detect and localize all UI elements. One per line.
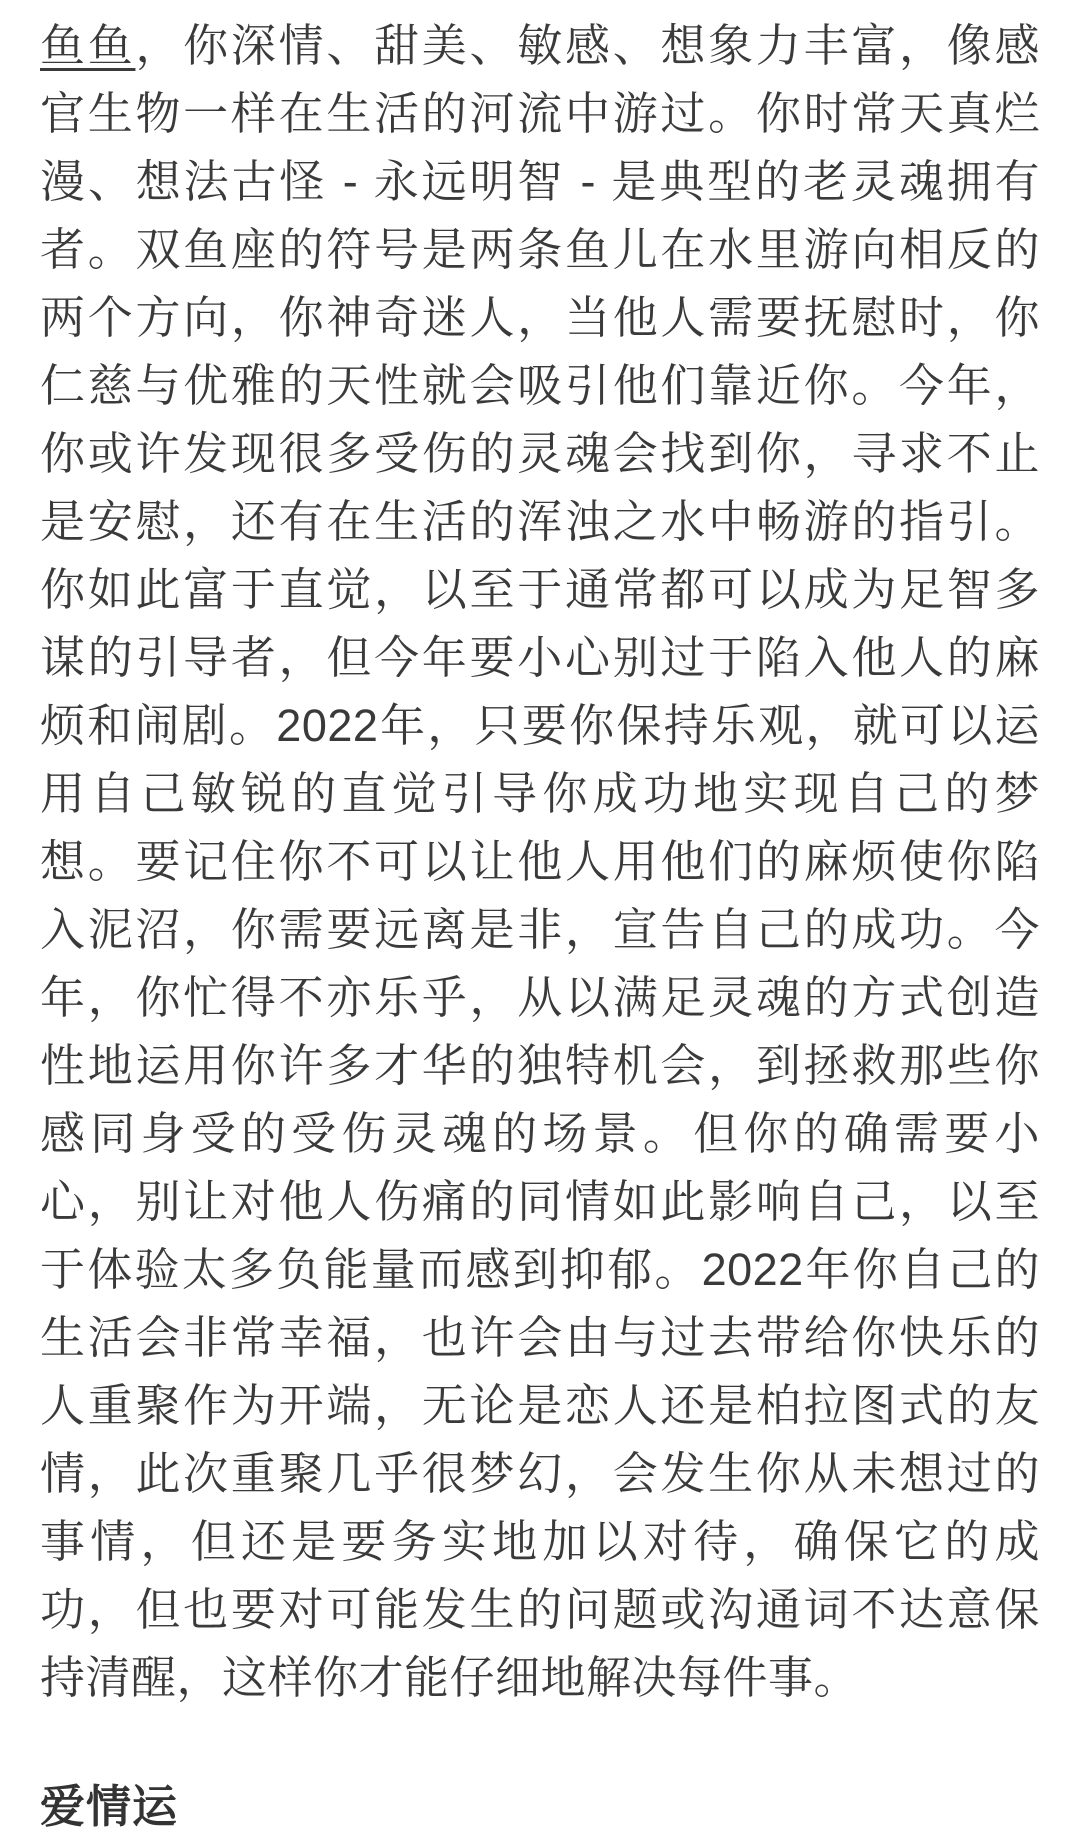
zodiac-nickname-underlined: 鱼鱼 — [40, 20, 136, 71]
overview-text: ，你深情、甜美、敏感、想象力丰富，像感官生物一样在生活的河流中游过。你时常天真烂漫、想法古怪 - 永远明智 - 是典型的老灵魂拥有者。双鱼座的符号是两条鱼儿在水里游向相反的两个方向，你神奇迷人，当他人需要抚慰时，你仁慈与优雅的天性就会吸引他们靠近你。今年，你或许发现很多受伤的灵魂会找到你，寻求不止是安慰，还有在生活的浑浊之水中畅游的指引。你如此富于直觉，以至于通常都可以成为足智多谋的引导者，但今年要小心别过于陷入他人的麻烦和闹剧。2022年，只要你保持乐观，就可以运用自己敏锐的直觉引导你成功地实现自己的梦想。要记住你不可以让他人用他们的麻烦使你陷入泥沼，你需要远离是非，宣告自己的成功。今年，你忙得不亦乐乎，从以满足灵魂的方式创造性地运用你许多才华的独特机会，到拯救那些你感同身受的受伤灵魂的场景。但你的确需要小心，别让对他人伤痛的同情如此影响自己，以至于体验太多负能量而感到抑郁。2022年你自己的生活会非常幸福，也许会由与过去带给你快乐的人重聚作为开端，无论是恋人还是柏拉图式的友情，此次重聚几乎很梦幻，会发生你从未想过的事情，但还是要务实地加以对待，确保它的成功，但也要对可能发生的问题或沟通词不达意保持清醒，这样你才能仔细地解决每件事。 — [40, 20, 1040, 1703]
horoscope-overview-paragraph — [40, 12, 1040, 1712]
love-fortune-section-heading: 爱情运 — [40, 1781, 179, 1832]
